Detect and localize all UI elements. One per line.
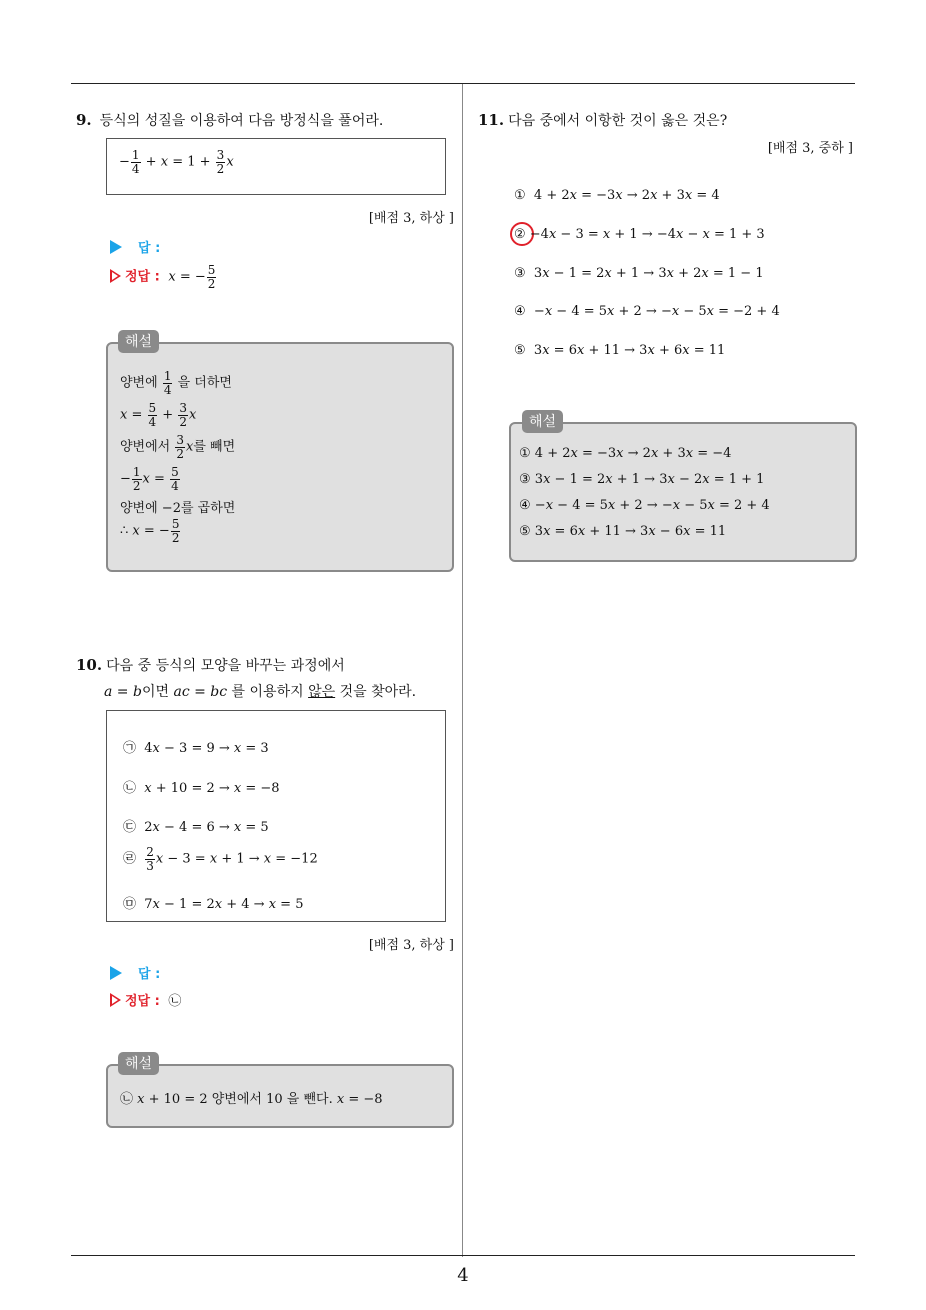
correct-arrow-icon bbox=[110, 993, 121, 1007]
q9-sol-line-5: 양변에 −2를 곱하면 bbox=[120, 501, 236, 516]
q10-title-line1: 다음 중 등식의 모양을 바꾸는 과정에서 bbox=[106, 658, 345, 674]
top-rule bbox=[71, 83, 855, 84]
correct-arrow-icon bbox=[110, 269, 121, 283]
q11-sol-line-4: ⑤ 3x = 6x + 11 → 3x − 6x = 11 bbox=[519, 524, 727, 539]
answer-arrow-icon bbox=[110, 966, 122, 980]
q9-score: [배점 3, 하상 ] bbox=[368, 211, 454, 226]
page-number: 4 bbox=[457, 1265, 469, 1286]
q10-correct-row bbox=[110, 990, 181, 1009]
q9-sol-line-1: 양변에 $\frac{1}{4}$ 을 더하면 bbox=[120, 369, 232, 397]
q9-solution-box bbox=[106, 342, 454, 572]
q11-number: 11. bbox=[478, 111, 505, 129]
q11-option-1[interactable]: ① 4 + 2x = −3x → 2x + 3x = 4 bbox=[514, 188, 720, 203]
q11-solution-box bbox=[509, 422, 857, 562]
q9-answer-label: 답 : bbox=[138, 241, 161, 256]
q11-score: [배점 3, 중하 ] bbox=[767, 141, 853, 156]
q11-title: 다음 중에서 이항한 것이 옳은 것은? bbox=[508, 113, 728, 129]
q9-equation-box bbox=[106, 138, 446, 195]
q10-option-4[interactable]: ㉣ $\frac{2}{3}$ x − 3 = x + 1 → x = −12 bbox=[123, 845, 318, 873]
answer-arrow-icon bbox=[110, 240, 122, 254]
q10-options-box bbox=[106, 710, 446, 922]
q9-correct-value: x = − $\frac{5}{2}$ bbox=[168, 263, 216, 291]
q11-option-2[interactable]: ② −4x − 3 = x + 1 → −4x − x = 1 + 3 bbox=[514, 227, 765, 242]
q10-score: [배점 3, 하상 ] bbox=[368, 938, 454, 953]
q9-correct-row bbox=[110, 264, 217, 290]
q10-correct-value: ㉡ bbox=[168, 994, 182, 1009]
q11-sol-line-2: ③ 3x − 1 = 2x + 1 → 3x − 2x = 1 + 1 bbox=[519, 472, 765, 487]
q9-equation: − $\frac{1}{4}$ + x = 1 + $\frac{3}{2}$ x bbox=[119, 148, 234, 176]
q9-sol-line-4: − $\frac{1}{2}$ x = $\frac{5}{4}$ bbox=[120, 465, 179, 493]
q11-sol-line-1: ① 4 + 2x = −3x → 2x + 3x = −4 bbox=[519, 446, 732, 461]
q10-answer-row bbox=[110, 963, 160, 982]
q10-option-3[interactable]: ㉢ 2x − 4 = 6 → x = 5 bbox=[123, 820, 269, 835]
q10-sol-line: ㉡ x + 10 = 2 양변에서 10 을 뺀다. x = −8 bbox=[120, 1092, 383, 1107]
q9-number: 9. bbox=[76, 111, 92, 129]
bottom-rule bbox=[71, 1255, 855, 1256]
q10-number: 10. bbox=[76, 656, 103, 674]
q10-option-2[interactable]: ㉡ x + 10 = 2 → x = −8 bbox=[123, 781, 280, 796]
q10-answer-label: 답 : bbox=[138, 967, 161, 982]
q11-option-4[interactable]: ④ −x − 4 = 5x + 2 → −x − 5x = −2 + 4 bbox=[514, 304, 780, 319]
q9-sol-line-6: ∴ x = − $\frac{5}{2}$ bbox=[120, 517, 180, 545]
column-divider bbox=[462, 84, 463, 1257]
q11-heading bbox=[478, 110, 727, 130]
q10-solution-box bbox=[106, 1064, 454, 1128]
q11-solution-tag: 해설 bbox=[522, 410, 563, 433]
q9-title: 등식의 성질을 이용하여 다음 방정식을 풀어라. bbox=[99, 113, 384, 129]
q10-title-line2: a = b이면 ac = bc 를 이용하지 않은 것을 찾아라. bbox=[104, 684, 417, 700]
q11-option-3[interactable]: ③ 3x − 1 = 2x + 1 → 3x + 2x = 1 − 1 bbox=[514, 266, 764, 281]
q10-option-1[interactable]: ㉠ 4x − 3 = 9 → x = 3 bbox=[123, 741, 269, 756]
q9-heading bbox=[76, 110, 383, 130]
q10-solution-tag: 해설 bbox=[118, 1052, 159, 1075]
q9-solution-tag: 해설 bbox=[118, 330, 159, 353]
q11-option-5[interactable]: ⑤ 3x = 6x + 11 → 3x + 6x = 11 bbox=[514, 343, 726, 358]
q11-sol-line-3: ④ −x − 4 = 5x + 2 → −x − 5x = 2 + 4 bbox=[519, 498, 770, 513]
q9-correct-label: 정답 : bbox=[125, 269, 160, 285]
q10-option-5[interactable]: ㉤ 7x − 1 = 2x + 4 → x = 5 bbox=[123, 897, 304, 912]
q9-sol-line-3: 양변에서 $\frac{3}{2}$ x를 빼면 bbox=[120, 433, 236, 461]
q9-sol-line-2: x = $\frac{5}{4}$ + $\frac{3}{2}$ x bbox=[120, 401, 197, 429]
q10-correct-label: 정답 : bbox=[125, 994, 160, 1009]
q10-heading bbox=[76, 655, 345, 675]
q9-answer-row bbox=[110, 237, 160, 256]
